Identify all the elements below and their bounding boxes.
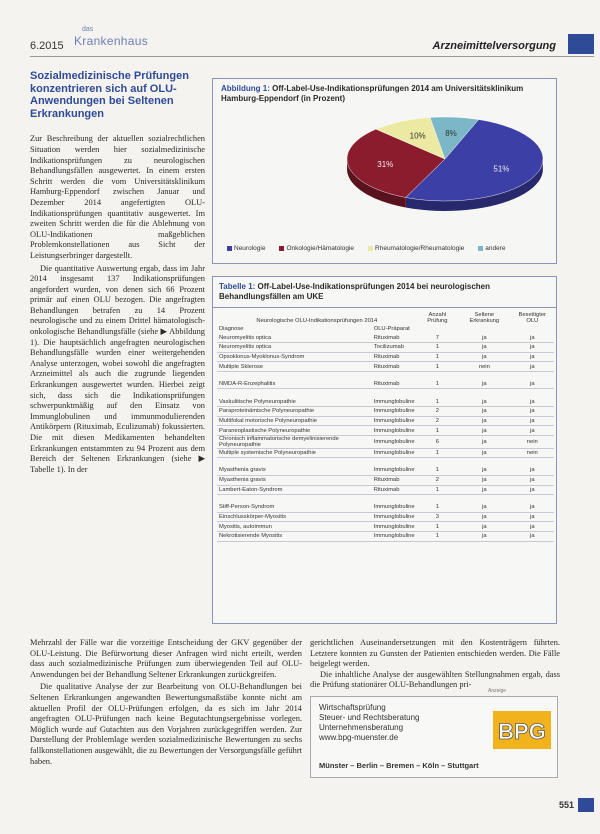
table-cell: 1: [417, 379, 458, 389]
table-cell: ja: [511, 522, 554, 532]
ad-cities: Münster – Berlin – Bremen – Köln – Stuttgart: [319, 761, 479, 770]
table-cell: Rituximab: [372, 485, 417, 495]
table-row: [217, 512, 554, 522]
legend-item: [478, 245, 505, 252]
ad-line: Unternehmensberatung: [319, 723, 404, 732]
legend-label: Neurologie: [234, 245, 266, 252]
figure-label: Abbildung 1:: [221, 84, 270, 93]
table-cell: 1: [417, 426, 458, 436]
legend-swatch: [279, 246, 284, 251]
article-paragraph: Zur Beschreibung der aktuellen sozialrechtlichen Situation werden hier sozialmedizinische Indikationsprüfungen zu neurologischen Behandlungsfällen ausgewertet. In einem ersten Schritt werden die vom Universitätsklinikum Hamburg-Eppendorf zwischen Januar und Dezember 2014 angefertigten OLU-Indikationsprüfungen quantitativ ausgewertet. Im zweiten Schritt werden die für die Ablehnung von OLU-Indikationen maßgeblichen Problemkonstellationen aus Sicht der Leistungserbringer dargestellt.: [30, 134, 205, 260]
table-row: [217, 485, 554, 495]
table-cell: Paraneoplastische Polyneuropathie: [217, 426, 372, 436]
legend-swatch: [368, 246, 373, 251]
table-cell: Myasthenia gravis: [217, 476, 372, 486]
table-cell: ja: [458, 503, 511, 513]
legend-item: [368, 245, 464, 252]
table-row: [217, 379, 554, 389]
table-cell: ja: [458, 485, 511, 495]
page-header: [30, 26, 594, 58]
table-group-header: Neurologische OLU-Indikationsprüfungen 2014: [256, 318, 378, 324]
header-rule: [30, 56, 594, 57]
table-cell: 3: [417, 512, 458, 522]
table-cell: Rituximab: [372, 352, 417, 362]
table-cell: Opsoklonus-Myoklonus-Syndrom: [217, 352, 372, 362]
table-cell: ja: [511, 362, 554, 372]
table-row: [217, 532, 554, 542]
table-group-gap: [217, 389, 554, 397]
table-row: [217, 333, 554, 343]
table-row: [217, 435, 554, 448]
table-row: [217, 503, 554, 513]
table-cell: Immunglobuline: [373, 533, 415, 540]
table-cell: ja: [511, 416, 554, 426]
table-row: [217, 448, 554, 458]
figure-box: [212, 78, 557, 264]
table-cell: ja: [458, 343, 511, 353]
table-cell: nein: [511, 448, 554, 458]
table-cell: Rituximab: [372, 379, 417, 389]
table-row: [217, 352, 554, 362]
table-cell: ja: [511, 426, 554, 436]
table-cell: Vaskulitische Polyneuropathie: [217, 397, 372, 407]
table-cell: Paraproteinämische Polyneuropathie: [217, 407, 372, 417]
bpg-logo: [493, 711, 551, 749]
article-heading: Sozialmedizinische Prüfungen konzentrieren sich auf OLU-Anwendungen bei Seltenen Erkrankungen: [30, 70, 189, 120]
col-header: Diagnose: [219, 326, 244, 332]
table-cell: Neuromyelitis optica: [217, 333, 372, 343]
article-column: [30, 70, 205, 477]
table-cell: ja: [458, 416, 511, 426]
article-paragraph: Die qualitative Analyse der zur Bearbeitung von OLU-Behandlungen bei Seltenen Erkrankungen angewandten Bewertungsmaßstäbe konnte nicht am aktuellen Profil der OLU-Prüfungen erfolgen, da es sich im Jahr 2014 angefragten OLU-Prüfungen nach keine Begutachtungsergebnisse vorlegen. Möglich wurde auf Gutachten aus den Vorjahren zurückgegriffen werden. Zur Darstellung der Problemlage werden sozialmedizinische Bewertungen zu sechs fallkonstellationen ausgewählt, die zu Bewertungen der Versorgungsfälle geführt haben.: [30, 682, 302, 766]
article-paragraph: Die inhaltliche Analyse der ausgewählten Stellungnahmen ergab, dass die Prüfung stationärer OLU-Behandlungen pri-: [310, 669, 560, 690]
table-cell: 1: [417, 397, 458, 407]
col-header: OLU-Präparat: [373, 326, 410, 332]
table-box: [212, 276, 557, 624]
table-cell: ja: [511, 466, 554, 476]
article-paragraph: Mehrzahl der Fälle war die vorzeitige Entscheidung der GKV gegenüber der OLU-Leistung. Die Befürwortung dieser Anfragen wird nicht erteilt, werden dass auch sozialmedizinische Prüfungen zum überwiegenden Teil auf OLU-Anwendungen bei der Behandlung Seltener Erkrankungen zurückgreifen.: [30, 638, 302, 679]
svg-text:BPG: BPG: [498, 719, 546, 744]
table-cell: ja: [458, 466, 511, 476]
table-cell: Einschlusskörper-Myositis: [217, 512, 372, 522]
table-group-gap: [217, 495, 554, 503]
chart-legend: [227, 245, 506, 252]
section-tab: [568, 34, 594, 54]
table-cell: ja: [458, 426, 511, 436]
table-cell: 1: [417, 466, 458, 476]
table-cell: ja: [458, 397, 511, 407]
table-cell: 2: [417, 476, 458, 486]
table-row: [217, 343, 554, 353]
table-row: [217, 466, 554, 476]
table-cell: ja: [458, 333, 511, 343]
table-cell: ja: [511, 352, 554, 362]
pie-slice-label: 31%: [377, 159, 394, 169]
table-cell: ja: [511, 503, 554, 513]
table-cell: ja: [458, 532, 511, 542]
table-cell: ja: [458, 476, 511, 486]
article-paragraph: gerichtlichen Auseinandersetzungen mit den Kostenträgern führten. Letztere konnten zu Gunsten der Patienten entschieden werden. Die Fälle beigelegt werden.: [310, 638, 560, 669]
table-group-gap: [217, 458, 554, 466]
legend-swatch: [227, 246, 232, 251]
table-cell: Immunglobuline: [373, 450, 415, 457]
table-row: [217, 416, 554, 426]
table-cell: ja: [511, 476, 554, 486]
legend-item: [227, 245, 265, 252]
table-cell: ja: [458, 407, 511, 417]
legend-label: Onkologie/Hämatologie: [286, 245, 355, 252]
legend-label: andere: [485, 245, 506, 252]
table-cell: ja: [511, 512, 554, 522]
brand-prefix: das: [82, 26, 94, 33]
figure-title: Off-Label-Use-Indikationsprüfungen 2014 am Universitätsklinikum Hamburg-Eppendorf (in Prozent): [221, 84, 524, 103]
col-header: Anzahl Prüfung: [427, 312, 448, 324]
table-cell: nein: [458, 362, 511, 372]
table-cell: Rituximab: [372, 333, 417, 343]
table-cell: Myositis, autoimmun: [217, 522, 372, 532]
table-cell: Immunglobuline: [372, 435, 417, 448]
table-cell: ja: [511, 333, 554, 343]
table-cell: ja: [511, 379, 554, 389]
table-cell: ja: [511, 407, 554, 417]
article-continuation: [30, 638, 302, 769]
table-caption: [213, 277, 556, 308]
table-cell: ja: [511, 485, 554, 495]
figure-caption: [213, 79, 556, 109]
table-cell: ja: [511, 343, 554, 353]
table-cell: 1: [417, 522, 458, 532]
table-cell: Myasthenia gravis: [217, 466, 372, 476]
table-cell: ja: [458, 379, 511, 389]
table-cell: Immunglobuline: [373, 417, 415, 424]
table-cell: Immunglobuline: [372, 466, 417, 476]
article-paragraph: Die quantitative Auswertung ergab, dass im Jahr 2014 insgesamt 137 Indikationsprüfungen angefordert wurden, von denen sich 66 Prozent primär auf einen OLU bezogen. Die angefragten Behandlungen betrafen zu 14 Prozent neurologische und zu einem Drittel hämatologisch-onkologische Behandlungsfälle (siehe ▶ Abbildung 1). Die hauptsächlich angefragten neurologischen Behandlungsfälle wurden einer weitergehenden Analyse unterzogen, wobei sowohl die angefragten Arzneimittel als auch die zugrunde liegenden Erkrankungen ausgewertet wurden. Hierbei zeigt sich, dass sich die Indikationsprüfungen schwerpunktmäßig auf den Einsatz von Immunglobulinen und immunmodulierenden Antikörpern (Rituximab, Eculizumab) fokussierten. Die mit diesen Medikamenten behandelten Erkrankungen entstammten zu 94 Prozent aus dem Bereich der Seltenen Erkrankungen (siehe ▶ Tabelle 1). In der: [30, 263, 205, 474]
pie-slice-label: 51%: [493, 164, 510, 174]
legend-item: [279, 245, 354, 252]
table-cell: ja: [458, 512, 511, 522]
table-title: Off-Label-Use-Indikationsprüfungen 2014 bei neurologischen Behandlungsfällen am UKE: [219, 282, 491, 301]
table-cell: Immunglobuline: [373, 523, 415, 530]
article-right-continuation: [310, 638, 560, 691]
table-cell: Immunglobuline: [372, 397, 417, 407]
table-cell: 1: [417, 448, 458, 458]
col-header: Seltene Erkrankung: [469, 312, 500, 324]
table-cell: Stiff-Person-Syndrom: [217, 503, 372, 513]
page-tab: [578, 798, 594, 812]
table-row: [217, 397, 554, 407]
table-cell: Chronisch inflammatorische demyelinisierende Polyneuropathie: [217, 435, 372, 448]
table-label: Tabelle 1:: [219, 282, 256, 291]
journal-brand: Krankenhaus: [74, 34, 149, 48]
ad-line: Steuer- und Rechtsberatung: [319, 713, 420, 722]
table-cell: 6: [417, 435, 458, 448]
table-cell: Immunglobuline: [373, 408, 415, 415]
table-cell: ja: [511, 532, 554, 542]
table-cell: 1: [417, 532, 458, 542]
table-cell: Rituximab: [372, 476, 417, 486]
table-cell: nein: [511, 435, 554, 448]
table-cell: Multiple Sklerose: [217, 362, 372, 372]
legend-label: Rheumatologie/Rheumatologie: [375, 245, 465, 252]
table-row: [217, 407, 554, 417]
pie-slice-label: 10%: [409, 131, 426, 141]
table-cell: Tocilizumab: [372, 343, 417, 353]
table-cell: Rituximab: [372, 362, 417, 372]
table-cell: ja: [511, 397, 554, 407]
table-cell: ja: [458, 448, 511, 458]
table-cell: ja: [458, 522, 511, 532]
table-cell: 1: [417, 485, 458, 495]
table-cell: Immunglobuline: [373, 514, 415, 521]
ad-tag: Anzeige: [488, 688, 507, 694]
table-row: [217, 362, 554, 372]
pie-slice-label: 8%: [445, 129, 457, 139]
table-cell: 1: [417, 343, 458, 353]
table-cell: 1: [417, 362, 458, 372]
table-cell: 2: [417, 416, 458, 426]
table-cell: Multifokal motorische Polyneuropathie: [217, 416, 372, 426]
table-cell: 7: [417, 333, 458, 343]
table-cell: Lambert-Eaton-Syndrom: [217, 485, 372, 495]
table-row: [217, 426, 554, 436]
table-cell: 1: [417, 352, 458, 362]
table-cell: Immunglobuline: [372, 503, 417, 513]
ad-text: [319, 703, 420, 743]
table-cell: ja: [458, 352, 511, 362]
table-cell: NMDA-R-Enzephalitis: [217, 379, 372, 389]
issue-number: 6.2015: [30, 40, 64, 52]
legend-swatch: [478, 246, 483, 251]
table-cell: Nekrotisierende Myositis: [217, 532, 372, 542]
table-cell: Immunglobuline: [373, 427, 415, 434]
page-number: 551: [558, 800, 574, 810]
ad-website-link[interactable]: www.bpg-muenster.de: [319, 733, 399, 742]
table-row: [217, 522, 554, 532]
col-header: Beseitigter OLU: [518, 312, 546, 324]
table-cell: 1: [417, 503, 458, 513]
table-cell: Neuromyelitis optica: [217, 343, 372, 353]
table-cell: Multiple systemische Polyneuropathie: [217, 448, 372, 458]
ad-line: Wirtschaftsprüfung: [319, 703, 386, 712]
table-group-gap: [217, 371, 554, 379]
table-cell: ja: [458, 435, 511, 448]
data-table: [217, 311, 554, 542]
advertisement[interactable]: [310, 696, 558, 778]
table-cell: 2: [417, 407, 458, 417]
section-title: Arzneimittelversorgung: [432, 40, 556, 52]
pie-chart: [213, 109, 558, 229]
table-row: [217, 476, 554, 486]
